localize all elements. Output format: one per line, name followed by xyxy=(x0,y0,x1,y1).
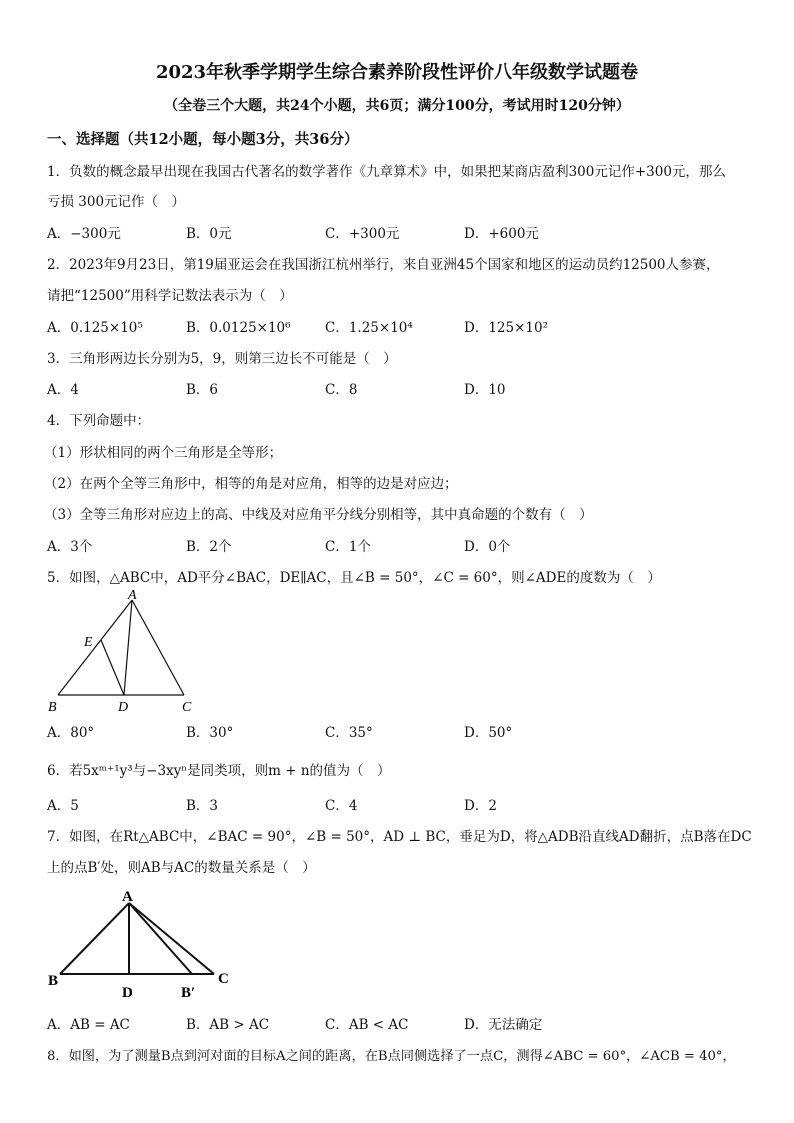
question-7-text-cont: 上的点B′处，则AB与AC的数量关系是（ ） xyxy=(47,860,316,876)
q5-side-ab xyxy=(58,600,132,695)
question-2-text: 2．2023年9月23日，第19届亚运会在我国浙江杭州举行，来自亚洲45个国家和地区的运动员约12500人参赛， xyxy=(47,257,720,273)
q4-proposition-3: （3）全等三角形对应边上的高、中线及对应角平分线分别相等，其中真命题的个数有（ ） xyxy=(44,507,593,523)
q7-label-b-prime: B′ xyxy=(181,985,196,1001)
q7-label-d: D xyxy=(122,985,133,1001)
question-1-text: 1．负数的概念最早出现在我国古代著名的数学著作《九章算术》中，如果把某商店盈利300元记作+300元，那么 xyxy=(47,164,726,180)
q3-option-d: D．10 xyxy=(464,382,506,398)
q1-option-c: C．+300元 xyxy=(325,226,400,242)
q7-side-ab xyxy=(60,903,129,974)
q5-label-e: E xyxy=(84,635,93,650)
q2-option-d: D．125×10² xyxy=(464,320,548,336)
question-8-text: 8．如图，为了测量B点到河对面的目标A之间的距离，在B点同侧选择了一点C，测得∠ABC = 60°，∠ACB = 40°， xyxy=(47,1049,736,1064)
q5-option-c: C．35° xyxy=(325,725,373,741)
q7-option-b: B．AB > AC xyxy=(186,1017,270,1033)
q6-option-c: C．4 xyxy=(325,798,358,814)
q5-label-b: B xyxy=(48,700,57,715)
q5-label-d: D xyxy=(118,700,129,715)
q1-option-d: D．+600元 xyxy=(464,226,539,242)
q7-label-a: A xyxy=(122,889,133,905)
q7-label-c: C xyxy=(218,971,229,987)
q7-side-ac xyxy=(129,903,214,974)
q5-option-a: A．80° xyxy=(47,725,95,741)
exam-info: （全卷三个大题，共24个小题，共6页；满分100分，考试用时120分钟） xyxy=(164,98,630,114)
q7-option-d: D．无法确定 xyxy=(464,1017,543,1033)
q5-option-d: D．50° xyxy=(464,725,513,741)
q5-side-ac xyxy=(132,600,184,695)
question-4-text: 4．下列命题中： xyxy=(47,413,151,429)
q6-option-a: A．5 xyxy=(47,798,79,814)
q5-option-b: B．30° xyxy=(186,725,234,741)
q6-option-d: D．2 xyxy=(464,798,497,814)
q7-triangle-figure xyxy=(44,885,244,1005)
q4-option-d: D．0个 xyxy=(464,539,511,555)
q5-segment-de xyxy=(101,640,124,695)
question-3-text: 3．三角形两边长分别为5，9，则第三边长不可能是（ ） xyxy=(47,351,397,367)
q3-option-a: A．4 xyxy=(47,382,79,398)
q7-option-a: A．AB = AC xyxy=(47,1017,130,1033)
question-2-text-cont: 请把“12500”用科学记数法表示为（ ） xyxy=(47,288,293,304)
q3-option-c: C．8 xyxy=(325,382,358,398)
q3-option-b: B．6 xyxy=(186,382,219,398)
q4-proposition-2: （2）在两个全等三角形中，相等的角是对应角，相等的边是对应边； xyxy=(44,476,458,492)
q5-label-c: C xyxy=(182,700,192,715)
q5-label-a: A xyxy=(128,588,137,603)
section-heading: 一、选择题（共12小题，每小题3分，共36分） xyxy=(47,131,359,148)
q4-option-a: A．3个 xyxy=(47,539,93,555)
q2-option-a: A．0.125×10⁵ xyxy=(47,320,143,336)
q7-segment-ab-prime xyxy=(129,903,192,974)
q4-option-c: C．1个 xyxy=(325,539,371,555)
q2-option-c: C．1.25×10⁴ xyxy=(325,320,413,336)
q5-triangle-figure xyxy=(44,588,204,718)
page-title: 2023年秋季学期学生综合素养阶段性评价八年级数学试题卷 xyxy=(155,62,639,83)
question-1-text-cont: 亏损 300元记作（ ） xyxy=(47,194,186,210)
q1-option-a: A．−300元 xyxy=(47,226,121,242)
q4-proposition-1: （1）形状相同的两个三角形是全等形； xyxy=(44,445,283,461)
question-6-text: 6．若5xᵐ⁺¹y³与−3xyⁿ是同类项，则m + n的值为（ ） xyxy=(47,763,391,779)
question-7-text: 7．如图，在Rt△ABC中，∠BAC = 90°，∠B = 50°，AD ⊥ BC，垂足为D，将△ADB沿直线AD翻折，点B落在DC xyxy=(47,829,752,845)
q6-option-b: B．3 xyxy=(186,798,219,814)
q4-option-b: B．2个 xyxy=(186,539,232,555)
q1-option-b: B．0元 xyxy=(186,226,232,242)
question-5-text: 5．如图，△ABC中，AD平分∠BAC，DE∥AC，且∠B = 50°，∠C = 60°，则∠ADE的度数为（ ） xyxy=(47,570,661,586)
q7-option-c: C．AB < AC xyxy=(325,1017,409,1033)
q2-option-b: B．0.0125×10⁶ xyxy=(186,320,291,336)
q5-segment-ad xyxy=(124,600,132,695)
q7-label-b: B xyxy=(48,973,59,989)
